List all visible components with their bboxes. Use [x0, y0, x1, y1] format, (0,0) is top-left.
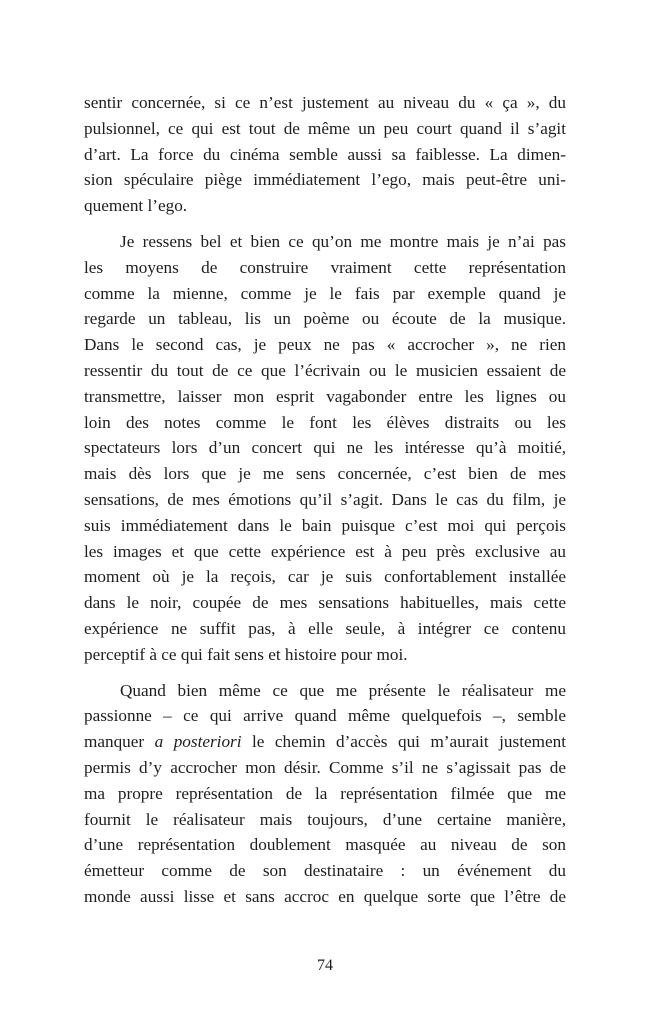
text-line: spectateurs lors d’un concert qui ne les intéresse qu’à moitié,	[84, 438, 566, 458]
italic-phrase: a posteriori	[154, 732, 242, 752]
text-line: sentir concernée, si ce n’est justement au niveau du « ça », du	[84, 93, 566, 112]
text-line: comme la mienne, comme je le fais par exemple quand je	[84, 283, 566, 303]
text-line	[84, 729, 566, 755]
text-line: ma propre représentation de la représentation filmée que me	[84, 783, 566, 803]
text-line: passionne – ce qui arrive quand même quelquefois –, semble	[84, 706, 566, 726]
text-line: les moyens de construire vraiment cette représentation	[84, 257, 566, 277]
text-line: émetteur comme de son destinataire : un événement du	[84, 861, 566, 881]
text-line: sensations, de mes émotions qu’il s’agit. Dans le cas du film, je	[84, 489, 566, 509]
page-number: 74	[317, 957, 333, 974]
body-text	[84, 90, 566, 920]
text-line: regarde un tableau, lis un poème ou écoute de la musique.	[84, 309, 566, 329]
text-line: Quand bien même ce que me présente le réalisateur me	[120, 680, 566, 700]
text-line: suis immédiatement dans le bain puisque c’est moi qui perçois	[84, 515, 566, 535]
text-line: monde aussi lisse et sans accroc en quelque sorte que l’être de	[84, 886, 566, 906]
text-line: Je ressens bel et bien ce qu’on me montre mais je n’ai pas	[120, 231, 566, 251]
text-line: moment où je la reçois, car je suis confortablement installée	[84, 567, 566, 587]
text-segment: le chemin d’accès qui m’aurait justement	[241, 732, 566, 752]
text-line: quement l’ego.	[84, 196, 188, 216]
text-segment: manquer	[84, 732, 155, 752]
text-line: sion spéculaire piège immédiatement l’ego, mais peut-être uni-	[84, 170, 566, 190]
paragraph	[84, 229, 566, 668]
text-line: mais dès lors que je me sens concernée, c’est bien de mes	[84, 464, 566, 484]
text-line: transmettre, laisser mon esprit vagabonder entre les lignes ou	[84, 386, 566, 406]
text-line: pulsionnel, ce qui est tout de même un peu court quand il s’agit	[84, 118, 566, 138]
text-line: expérience ne suffit pas, à elle seule, à intégrer ce contenu	[84, 618, 566, 638]
text-line: fournit le réalisateur mais toujours, d’une certaine manière,	[84, 809, 566, 829]
text-line: permis d’y accrocher mon désir. Comme s’il ne s’agissait pas de	[84, 757, 566, 777]
paragraph	[84, 90, 566, 219]
text-line: loin des notes comme le font les élèves distraits ou les	[84, 412, 566, 432]
text-line: Dans le second cas, je peux ne pas « accrocher », ne rien	[84, 335, 566, 355]
paragraph	[84, 678, 566, 910]
text-line: d’art. La force du cinéma semble aussi sa faiblesse. La dimen-	[84, 144, 566, 164]
text-line: perceptif à ce qui fait sens et histoire pour moi.	[84, 644, 408, 664]
text-line: ressentir du tout de ce que l’écrivain ou le musicien essaient de	[84, 360, 566, 380]
text-line: d’une représentation doublement masquée au niveau de son	[84, 835, 566, 855]
text-line: les images et que cette expérience est à peu près exclusive au	[84, 541, 566, 561]
text-line: dans le noir, coupée de mes sensations habituelles, mais cette	[84, 593, 566, 613]
